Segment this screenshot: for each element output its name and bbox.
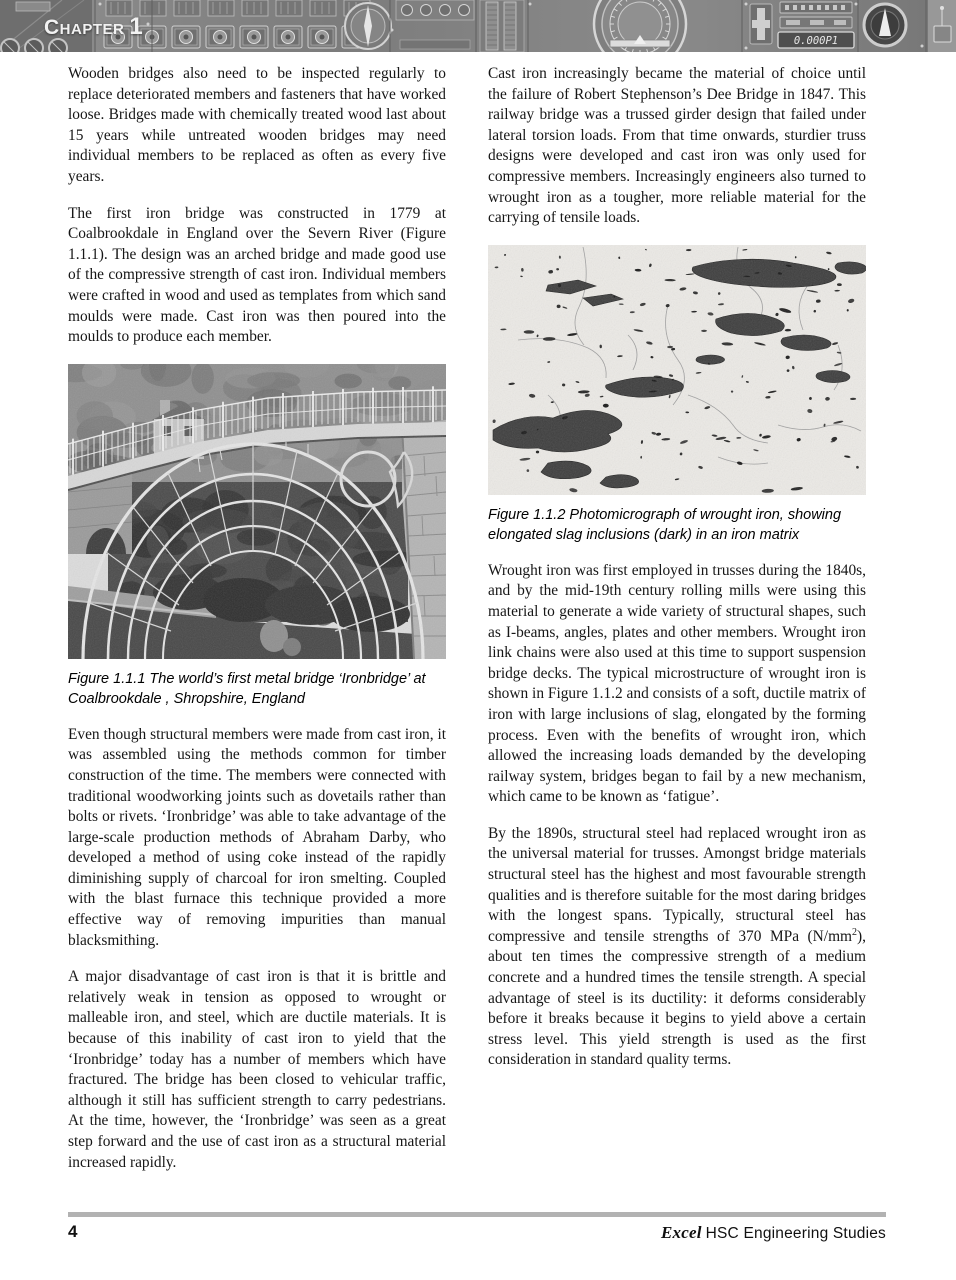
ironbridge-photo <box>68 364 446 659</box>
paragraph-cast-iron-disadvantage: A major disadvantage of cast iron is that it is brittle and relatively weak in tension as opposed to wrought or malleable iron, and steel, which are ductile materials. It is because of this inability of cast iron to yield that the ‘Ironbridge’ today has a number of members which have fractured. The bridge has been closed to vehicular traffic, although it still has sufficient strength to carry pedestrians. At the time, however, the ‘Ironbridge’ was seen as a great step forward and the use of cast iron as a structural material increased rapidly. <box>68 968 446 1171</box>
page-body <box>68 64 866 1189</box>
figure-1-1-2-caption: Figure 1.1.2 Photomicrograph of wrought iron, showing elongated slag inclusions (dark) in an iron matrix <box>488 506 842 543</box>
steel-text-before-sup: By the 1890s, structural steel had replaced wrought iron as the universal material for trusses. Amongst bridge materials structural steel has the highest and most favourable strength qualities and is therefore suitable for the most daring bridges with the longest spans. Typically, structural steel has compressive and tensile strengths of 370 MPa (N/mm <box>488 824 866 945</box>
paragraph-wrought-iron: Wrought iron was first employed in trusses during the 1840s, and by the mid-19th century rolling mills were using this material to generate a wide variety of structural shapes, such as I-beams, angles, plates and other members. Wrought iron link chains were also used at this time to support suspension bridge decks. The typical microstructure of wrought iron is shown in Figure 1.1.2 and consists of a soft, ductile matrix of iron with large inclusions of slag, elongated by the forming process. Even with the benefits of wrought iron, which allowed the increasing loads demanded by the developing railway system, bridges began to fail by a new mechanism, which came to be known as ‘fatigue’. <box>488 561 866 806</box>
book-title <box>661 1223 886 1243</box>
figure-1-1-1 <box>68 364 446 709</box>
figure-1-1-2 <box>488 245 866 545</box>
paragraph-dee-bridge: Cast iron increasingly became the material of choice until the failure of Robert Stephenson’s Dee Bridge in 1847. This railway bridge was a trussed girder design that failed under lateral torsion loads. From that time onwards, sturdier truss designs were developed and cast iron was only used for compressive members. Increasingly engineers also turned to wrought iron as a tougher, more reliable material for the carrying of tensile loads. <box>488 65 866 227</box>
footer-rule <box>68 1212 886 1217</box>
steel-text-after-sup: ), about ten times the compressive strength of a medium concrete and a hundred times the tensile strength. A special advantage of steel is its ductility: it deforms considerably before it breaks because it begins to yield above a certain stress level. This yield strength is used as the first consideration in standard quality terms. <box>488 927 866 1069</box>
paragraph-timber-methods: Even though structural members were made from cast iron, it was assembled using the methods common for timber construction of the time. The members were connected with traditional woodworking joints such as dovetails rather than bolts or rivets. ‘Ironbridge’ was able to take advantage of the large-scale production methods of Abraham Darby, who developed a method of using coke instead of the rapidly diminishing supply of charcoal for iron smelting. Coupled with the blast furnace this technique provided a more effective way of removing impurities than manual blacksmithing. <box>68 725 446 949</box>
right-column <box>488 64 866 1189</box>
chapter-label: Chapter <box>44 16 125 39</box>
left-column <box>68 64 446 1189</box>
machinery-banner-image <box>0 0 956 52</box>
micrograph-photo <box>488 245 866 495</box>
counter-readout: 0.000P1 <box>793 35 839 47</box>
paragraph-structural-steel <box>488 824 866 1071</box>
figure-1-1-1-caption: Figure 1.1.1 The world’s first metal bridge ‘Ironbridge’ at Coalbrookdale , Shropshire, England <box>68 670 426 707</box>
paragraph-wooden-bridges: Wooden bridges also need to be inspected regularly to replace deteriorated members and fasteners that have worked loose. Bridges made with chemically treated wood last about 15 years while untreated wooden bridges may need individual members to be replaced as often as every five years. <box>68 65 446 185</box>
chapter-number: 1 <box>129 13 143 40</box>
page-number: 4 <box>68 1222 78 1241</box>
chapter-title <box>44 13 143 41</box>
book-title-rest: HSC Engineering Studies <box>705 1225 886 1242</box>
chapter-header <box>0 0 956 52</box>
paragraph-first-iron-bridge: The first iron bridge was constructed in 1779 at Coalbrookdale in England over the Severn River (Figure 1.1.1). The design was an arched bridge and made good use of the compressive strength of cast iron. Individual members were crafted in wood and used as templates from which sand moulds were made. Cast iron was then poured into the moulds to produce each member. <box>68 204 446 346</box>
book-title-excel: Excel <box>660 1223 702 1242</box>
superscript-2: 2 <box>852 926 858 938</box>
